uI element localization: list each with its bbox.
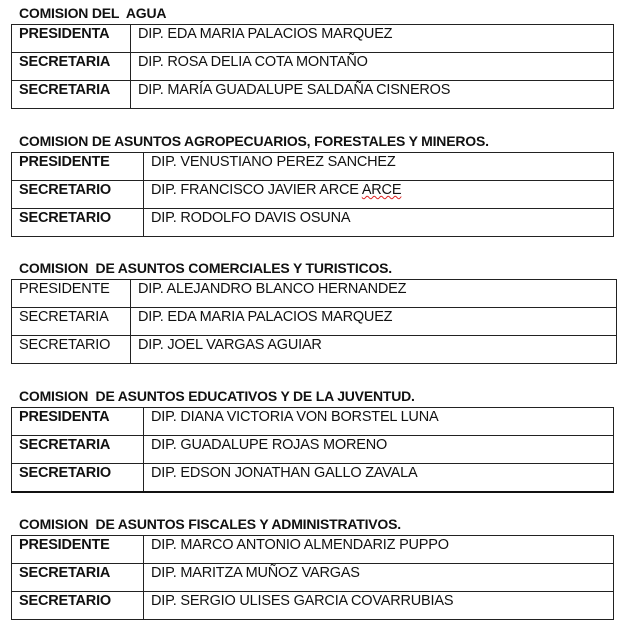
- name-text: DIP. FRANCISCO JAVIER ARCE: [151, 182, 362, 198]
- role-cell: SECRETARIA: [12, 436, 144, 464]
- table-row: [12, 592, 614, 620]
- commission-table: [11, 24, 614, 109]
- commission-table: [11, 279, 617, 364]
- commission-comerciales: [11, 262, 617, 364]
- name-cell: DIP. VENUSTIANO PEREZ SANCHEZ: [144, 153, 614, 181]
- name-cell: DIP. JOEL VARGAS AGUIAR: [131, 336, 617, 364]
- role-cell: SECRETARIO: [12, 464, 144, 493]
- role-cell: SECRETARIO: [12, 592, 144, 620]
- commission-table: [11, 407, 614, 493]
- role-cell: SECRETARIO: [12, 209, 144, 237]
- name-cell: DIP. MARÍA GUADALUPE SALDAÑA CISNEROS: [131, 81, 614, 109]
- role-cell: SECRETARIA: [12, 81, 131, 109]
- name-cell: DIP. GUADALUPE ROJAS MORENO: [144, 436, 614, 464]
- commission-title: COMISION DE ASUNTOS EDUCATIVOS Y DE LA JUVENTUD.: [19, 388, 415, 404]
- table-row: [12, 53, 614, 81]
- table-row: [12, 81, 614, 109]
- role-cell: PRESIDENTE: [12, 536, 144, 564]
- table-row: [12, 153, 614, 181]
- table-row: [12, 336, 617, 364]
- name-cell: DIP. SERGIO ULISES GARCIA COVARRUBIAS: [144, 592, 614, 620]
- name-cell: DIP. ROSA DELIA COTA MONTAÑO: [131, 53, 614, 81]
- role-cell: SECRETARIA: [12, 308, 131, 336]
- commission-table: [11, 152, 614, 237]
- commission-title: COMISION DE ASUNTOS FISCALES Y ADMINISTRATIVOS.: [19, 516, 401, 532]
- table-row: [12, 536, 614, 564]
- table-row: [12, 564, 614, 592]
- role-cell: PRESIDENTE: [12, 280, 131, 308]
- name-cell: DIP. ALEJANDRO BLANCO HERNANDEZ: [131, 280, 617, 308]
- table-row: [12, 408, 614, 436]
- commission-title: COMISION DE ASUNTOS AGROPECUARIOS, FORESTALES Y MINEROS.: [19, 133, 489, 149]
- name-cell: DIP. MARITZA MUÑOZ VARGAS: [144, 564, 614, 592]
- commission-table: [11, 535, 614, 620]
- name-cell: DIP. EDA MARIA PALACIOS MARQUEZ: [131, 308, 617, 336]
- commission-fiscales: [11, 518, 614, 620]
- table-row: [12, 25, 614, 53]
- role-cell: PRESIDENTE: [12, 153, 144, 181]
- table-row: [12, 436, 614, 464]
- name-cell: DIP. DIANA VICTORIA VON BORSTEL LUNA: [144, 408, 614, 436]
- table-row: [12, 464, 614, 493]
- commission-agropecuarios: [11, 135, 614, 237]
- role-cell: SECRETARIO: [12, 181, 144, 209]
- role-cell: PRESIDENTA: [12, 408, 144, 436]
- spellcheck-flagged-word: ARCE: [361, 182, 402, 198]
- commission-agua: [11, 7, 614, 109]
- name-cell: DIP. RODOLFO DAVIS OSUNA: [144, 209, 614, 237]
- role-cell: SECRETARIO: [12, 336, 131, 364]
- commission-title: COMISION DEL AGUA: [19, 5, 167, 21]
- name-cell: DIP. EDSON JONATHAN GALLO ZAVALA: [144, 464, 614, 493]
- role-cell: SECRETARIA: [12, 53, 131, 81]
- role-cell: SECRETARIA: [12, 564, 144, 592]
- name-cell: DIP. MARCO ANTONIO ALMENDARIZ PUPPO: [144, 536, 614, 564]
- role-cell: PRESIDENTA: [12, 25, 131, 53]
- table-row: [12, 308, 617, 336]
- name-cell: [144, 181, 614, 209]
- table-row: [12, 209, 614, 237]
- name-cell: DIP. EDA MARIA PALACIOS MARQUEZ: [131, 25, 614, 53]
- table-row: [12, 280, 617, 308]
- commission-educativos: [11, 390, 614, 493]
- commission-title: COMISION DE ASUNTOS COMERCIALES Y TURISTICOS.: [19, 260, 392, 276]
- table-row: [12, 181, 614, 209]
